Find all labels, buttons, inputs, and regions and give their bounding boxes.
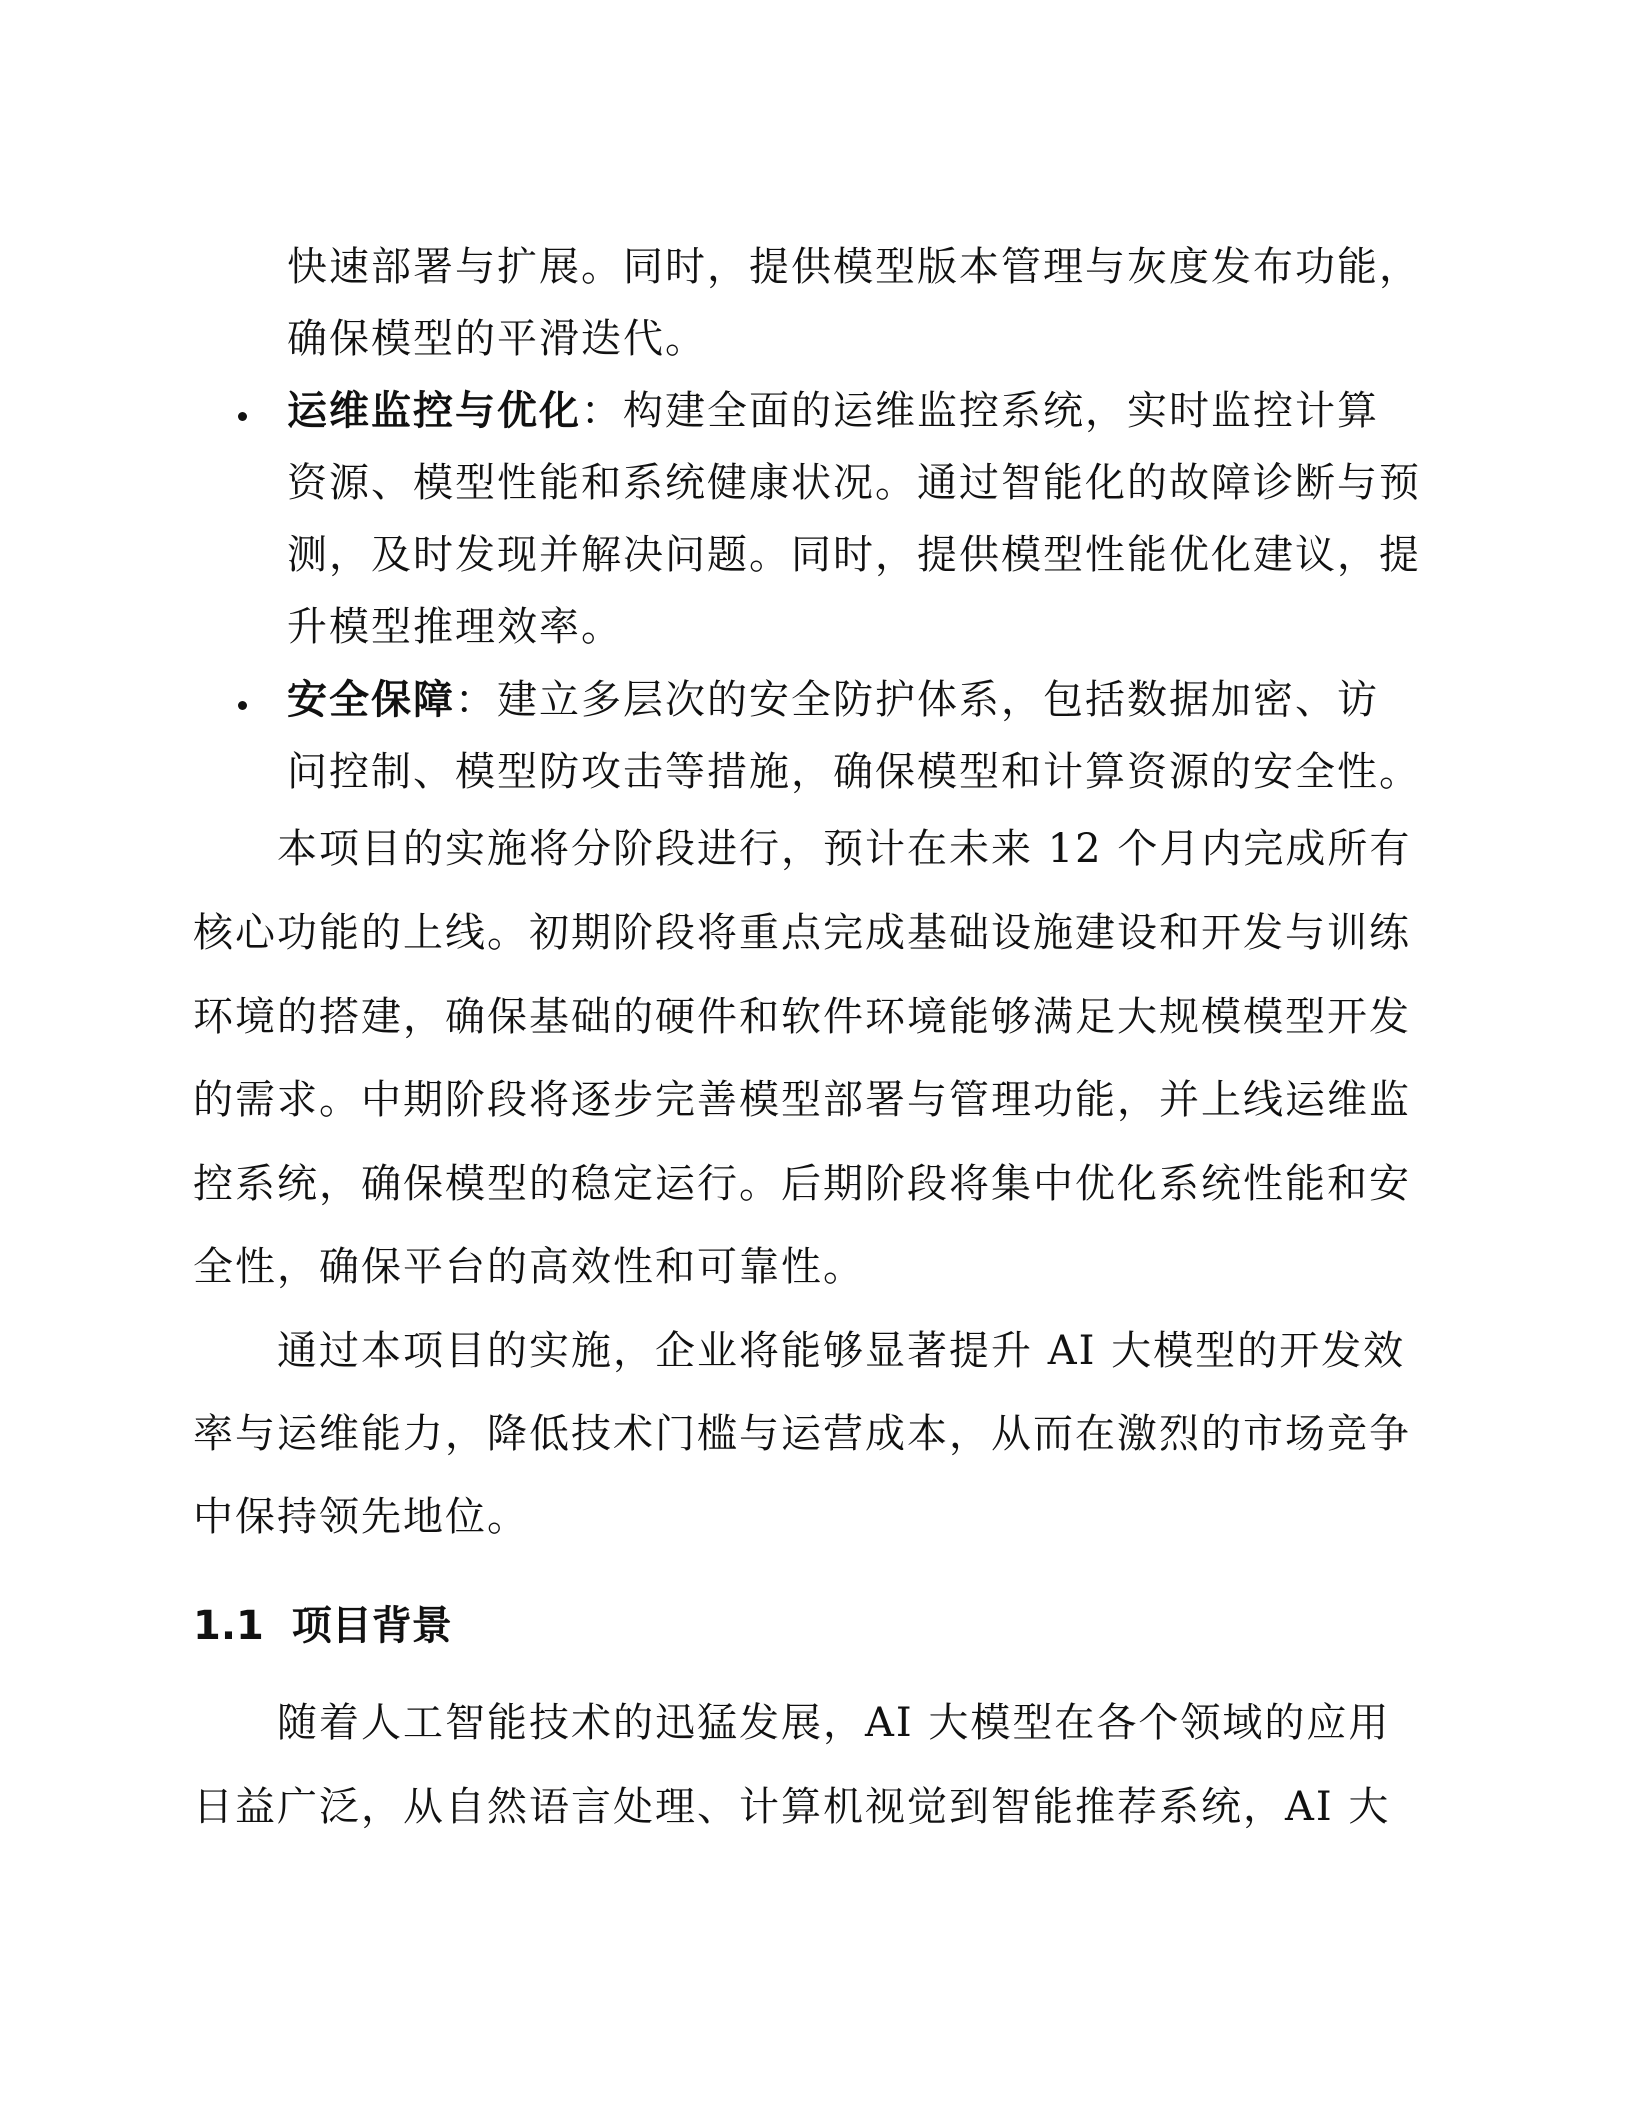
bullet-text-ops: ：构建全面的运维监控系统，实时监控计算	[581, 388, 1379, 434]
paragraph-2-line-1: 通过本项目的实施，企业将能够显著提升 AI 大模型的开发效	[277, 1328, 1406, 1374]
paragraph-3-line-1: 随着人工智能技术的迅猛发展，AI 大模型在各个领域的应用	[277, 1700, 1391, 1746]
paragraph-1-line-6: 全性，确保平台的高效性和可靠性。	[193, 1244, 865, 1290]
bullet-text-security: ：建立多层次的安全防护体系，包括数据加密、访	[455, 677, 1379, 723]
paragraph-3-line-2: 日益广泛，从自然语言处理、计算机视觉到智能推荐系统，AI 大	[193, 1784, 1391, 1830]
paragraph-1-line-3: 环境的搭建，确保基础的硬件和软件环境能够满足大规模模型开发	[193, 994, 1411, 1040]
paragraph-1-line-1: 本项目的实施将分阶段进行，预计在未来 12 个月内完成所有	[277, 826, 1412, 872]
paragraph-1-line-5: 控系统，确保模型的稳定运行。后期阶段将集中优化系统性能和安	[193, 1161, 1411, 1207]
continued-item-line-2: 确保模型的平滑迭代。	[287, 316, 707, 362]
paragraph-2-line-3: 中保持领先地位。	[193, 1494, 529, 1540]
continued-item-line-1: 快速部署与扩展。同时，提供模型版本管理与灰度发布功能，	[287, 244, 1421, 290]
bullet-item-ops-line-4: 升模型推理效率。	[287, 604, 623, 650]
paragraph-1-line-2: 核心功能的上线。初期阶段将重点完成基础设施建设和开发与训练	[193, 910, 1411, 956]
bullet-dot	[238, 412, 247, 421]
bullet-term-security: 安全保障	[287, 677, 455, 723]
section-title: 项目背景	[291, 1603, 452, 1649]
bullet-item-security-line-1	[287, 673, 1379, 727]
section-number: 1.1	[193, 1603, 264, 1649]
bullet-item-security-line-2: 问控制、模型防攻击等措施，确保模型和计算资源的安全性。	[287, 749, 1421, 795]
bullet-item-ops-line-2: 资源、模型性能和系统健康状况。通过智能化的故障诊断与预	[287, 460, 1421, 506]
bullet-dot	[238, 701, 247, 710]
bullet-item-ops-line-1	[287, 384, 1379, 438]
section-heading	[193, 1599, 452, 1653]
bullet-term-ops: 运维监控与优化	[287, 388, 581, 434]
bullet-item-ops-line-3: 测，及时发现并解决问题。同时，提供模型性能优化建议，提	[287, 532, 1421, 578]
paragraph-1-line-4: 的需求。中期阶段将逐步完善模型部署与管理功能，并上线运维监	[193, 1077, 1411, 1123]
paragraph-2-line-2: 率与运维能力，降低技术门槛与运营成本，从而在激烈的市场竞争	[193, 1411, 1411, 1457]
